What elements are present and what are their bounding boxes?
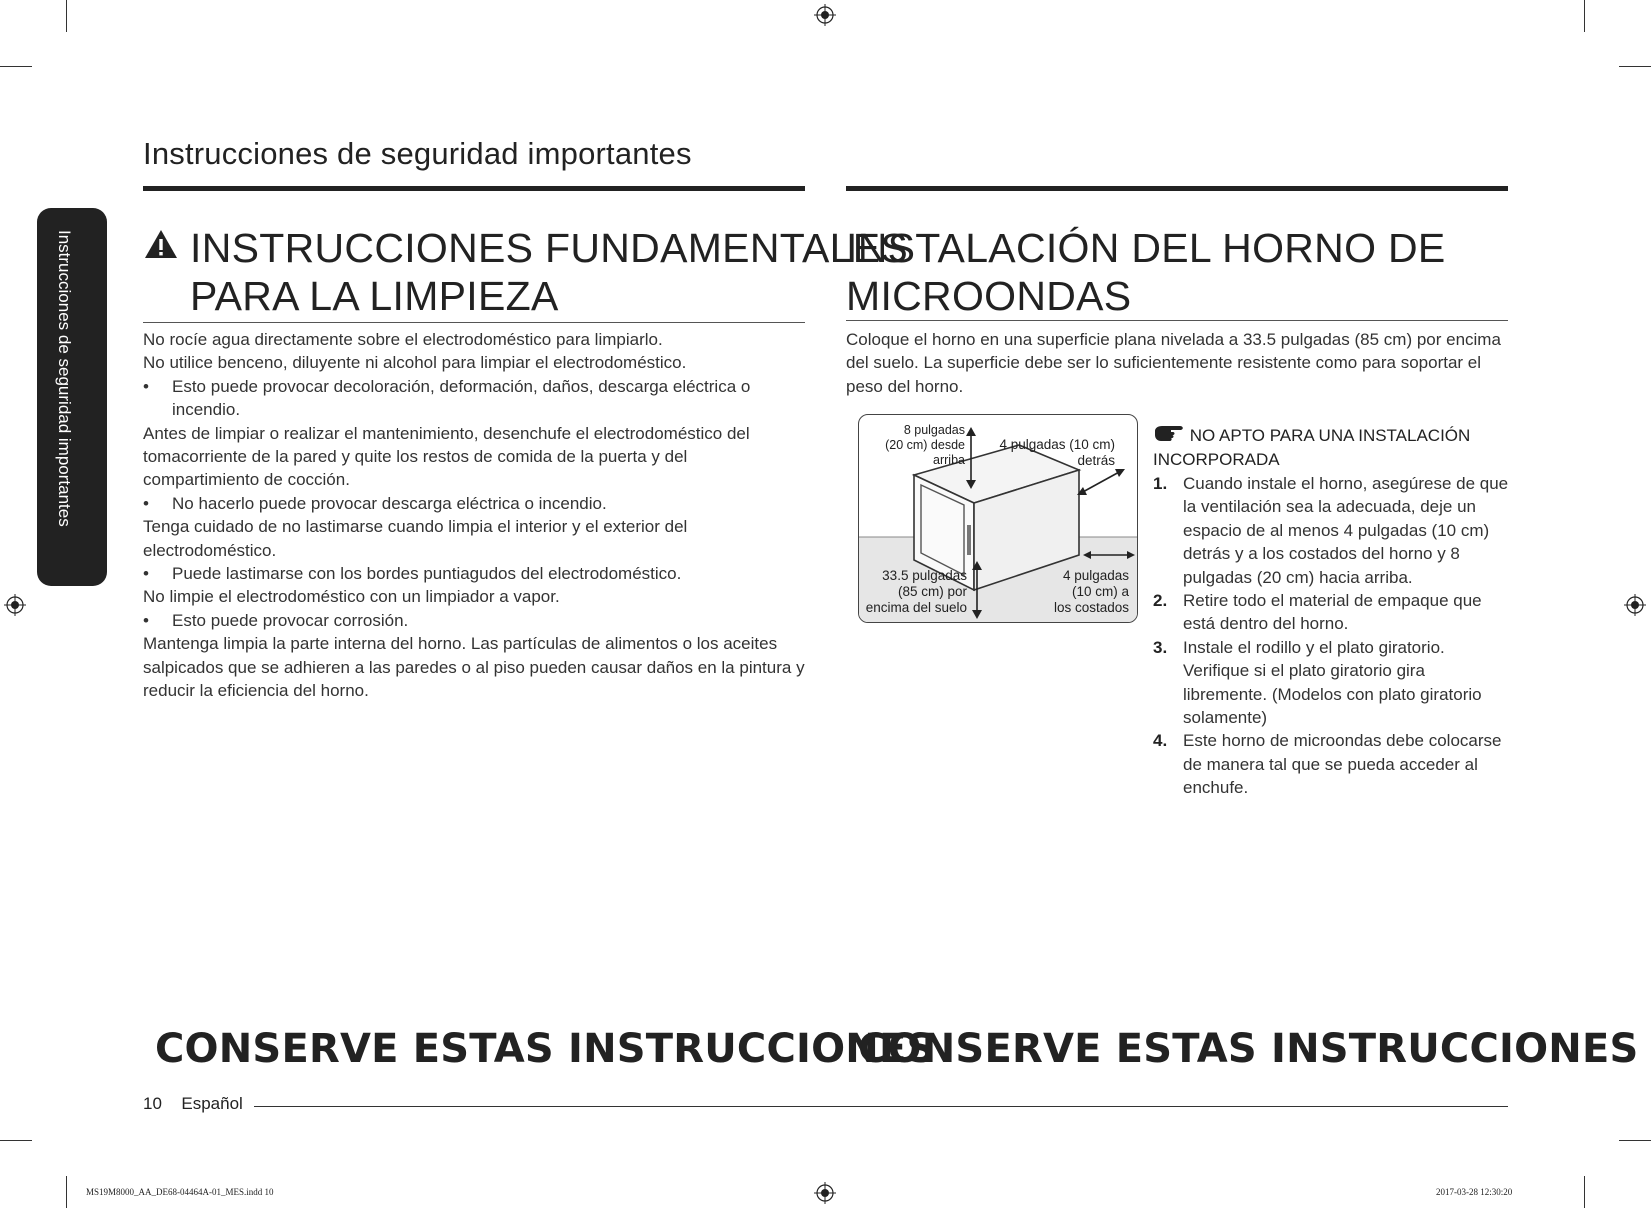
keep-instructions-banner-right: CONSERVE ESTAS INSTRUCCIONES — [858, 1026, 1639, 1072]
step-item — [1153, 729, 1511, 799]
cleaning-section-title — [190, 224, 908, 320]
paragraph: Tenga cuidado de no lastimarse cuando limpia el interior y el exterior del electrodoméstico. — [143, 517, 688, 560]
floor-height-label: 33.5 pulgadas (85 cm) por encima del suelo — [865, 568, 967, 615]
step-item — [1153, 589, 1511, 636]
step-text: Instale el rodillo y el plato giratorio. Verifique si el plato giratorio gira libremente. (Modelos con plato giratorio solamente) — [1183, 637, 1482, 728]
side-tab-label: Instrucciones de seguridad importantes — [55, 230, 74, 527]
crop-mark — [1619, 66, 1651, 67]
header-rule-right — [846, 186, 1508, 191]
side-section-tab — [37, 208, 107, 586]
registration-mark-icon — [814, 4, 836, 26]
step-number: 1. — [1153, 474, 1168, 493]
side-clearance-label: 4 pulgadas (10 cm) a los costados — [1053, 568, 1129, 615]
keep-instructions-banner-left: CONSERVE ESTAS INSTRUCCIONES — [155, 1026, 936, 1072]
file-slug: MS19M8000_AA_DE68-04464A-01_MES.indd 10 — [86, 1187, 274, 1197]
cleaning-title-line-2: PARA LA LIMPIEZA — [190, 273, 559, 319]
footer-language: Español — [181, 1094, 243, 1113]
registration-mark-icon — [1624, 594, 1646, 616]
crop-mark — [66, 1176, 67, 1208]
cleaning-instructions — [143, 328, 808, 703]
built-in-warning-note — [1153, 423, 1513, 472]
registration-mark-icon — [4, 594, 26, 616]
header-rule-left — [143, 186, 805, 191]
step-number: 4. — [1153, 731, 1168, 751]
crop-mark — [1619, 1140, 1651, 1141]
step-text: Este horno de microondas debe colocarse de manera tal que se pueda acceder al enchufe. — [1183, 731, 1502, 798]
bullet-item: • Esto puede provocar corrosión. — [143, 609, 808, 632]
step-item — [1153, 636, 1511, 730]
installation-title-line-1: INSTALACIÓN DEL HORNO DE — [846, 225, 1446, 271]
crop-mark — [1584, 0, 1585, 32]
installation-section-title — [846, 224, 1446, 320]
crop-mark — [0, 66, 32, 67]
cleaning-title-line-1: INSTRUCCIONES FUNDAMENTALES — [190, 225, 909, 271]
installation-title-line-2: MICROONDAS — [846, 273, 1132, 319]
bullet-item: • No hacerlo puede provocar descarga eléctrica o incendio. — [143, 492, 808, 515]
step-number: 3. — [1153, 637, 1168, 657]
crop-mark — [0, 1140, 32, 1141]
note-text-line-1: NO APTO PARA UNA INSTALACIÓN — [1189, 426, 1471, 445]
bullet-item: • Puede lastimarse con los bordes puntiagudos del electrodoméstico. — [143, 562, 808, 585]
registration-mark-icon — [814, 1182, 836, 1204]
clearance-diagram — [858, 414, 1138, 623]
note-text-line-2: INCORPORADA — [1153, 450, 1280, 469]
step-text: Retire todo el material de empaque que está dentro del horno. — [1183, 591, 1482, 634]
crop-mark — [66, 0, 67, 32]
paragraph: No rocíe agua directamente sobre el electrodoméstico para limpiarlo. — [143, 330, 663, 349]
bullet-item: • Esto puede provocar decoloración, deformación, daños, descarga eléctrica o incendio. — [143, 375, 808, 422]
page-footer — [143, 1094, 243, 1114]
page-header-title: Instrucciones de seguridad importantes — [143, 136, 692, 171]
page-number: 10 — [143, 1094, 162, 1113]
paragraph: No limpie el electrodoméstico con un limpiador a vapor. — [143, 587, 560, 607]
date-slug: 2017-03-28 12:30:20 — [1436, 1187, 1513, 1197]
pointing-hand-icon — [1153, 423, 1185, 443]
step-item — [1153, 472, 1511, 589]
step-number: 2. — [1153, 591, 1168, 611]
paragraph: No utilice benceno, diluyente ni alcohol para limpiar el electrodoméstico. — [143, 353, 687, 373]
installation-intro: Coloque el horno en una superficie plana nivelada a 33.5 pulgadas (85 cm) por encima del suelo. La superficie debe ser lo suficientemente resistente como para soportar el peso del horno. — [846, 330, 1501, 396]
footer-rule — [254, 1106, 1508, 1107]
title-rule-right — [846, 320, 1508, 321]
paragraph: Antes de limpiar o realizar el mantenimiento, desenchufe el electrodoméstico del tomacorriente de la pared y quite los restos de comida de la puerta y del compartimiento de cocción. — [143, 423, 750, 490]
paragraph: Mantenga limpia la parte interna del horno. Las partículas de alimentos o los aceites salpicados que se adhieren a las paredes o al piso pueden causar daños en la pintura y reducir la eficiencia del horno. — [143, 634, 805, 701]
title-rule-left — [143, 322, 805, 323]
warning-triangle-icon — [143, 228, 179, 260]
crop-mark — [1584, 1176, 1585, 1208]
step-text: Cuando instale el horno, asegúrese de que la ventilación sea la adecuada, deje un espacio de al menos 4 pulgadas (10 cm) detrás y a los costados del horno y 8 pulgadas (20 cm) hacia arriba. — [1183, 474, 1509, 587]
top-clearance-label: 8 pulgadas (20 cm) desde arriba — [885, 423, 965, 467]
back-clearance-label: 4 pulgadas (10 cm) detrás — [999, 437, 1115, 468]
installation-steps — [1153, 472, 1511, 800]
